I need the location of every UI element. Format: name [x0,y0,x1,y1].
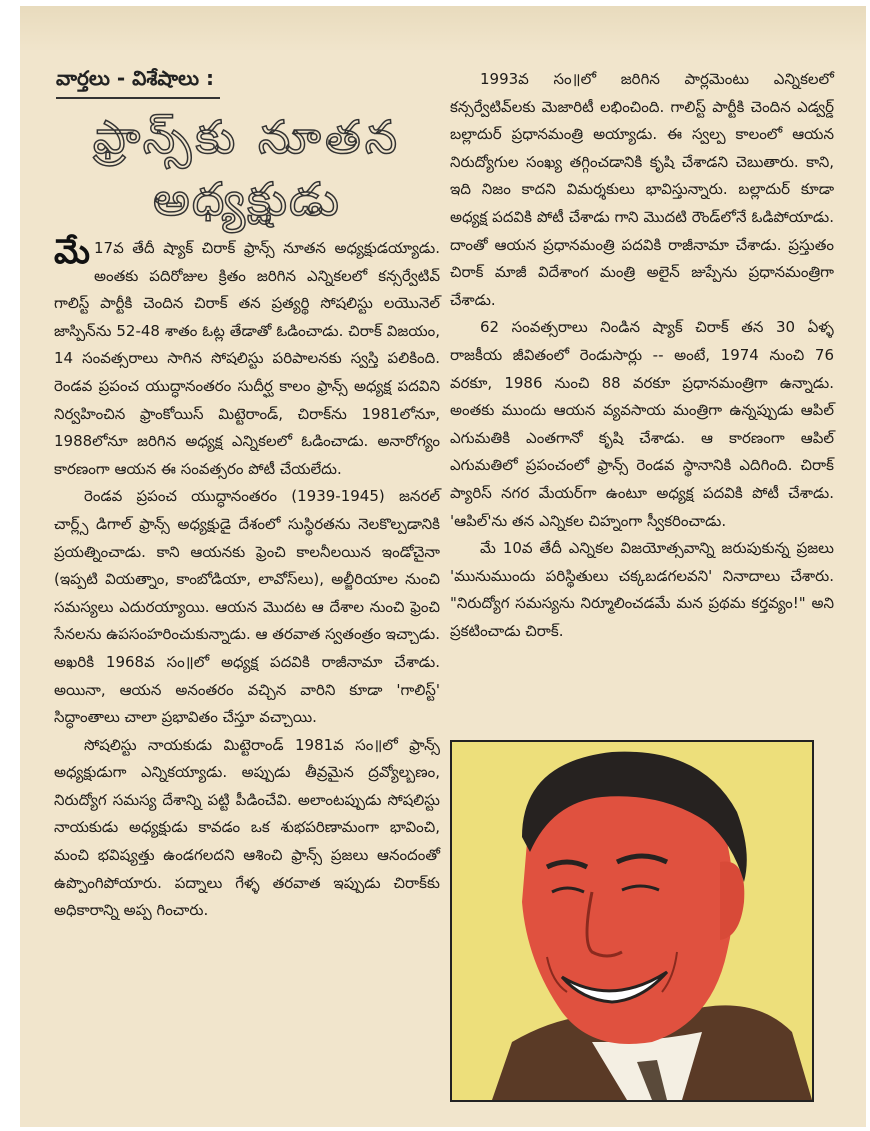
paragraph-1 [54,232,440,483]
paragraph-5: 62 సంవత్సరాలు నిండిన ష్యాక్ చిరాక్ తన 30 ఏళ్ళ రాజకీయ జీవితంలో రెండుసార్లు -- అంటే, 1974 నుంచి 76 వరకూ, 1986 నుంచి 88 వరకూ ప్రధానమంత్రిగా ఉన్నాడు. అంతకు ముందు ఆయన వ్యవసాయ మంత్రిగా ఉన్నప్పుడు ఆపిల్ ఎగుమతికి ఎంతగానో కృషి చేశాడు. ఆ కారణంగా ఆపిల్ ఎగుమతిలో ప్రపంచంలో ఫ్రాన్స్ రెండవ స్థానానికి ఎదిగింది. చిరాక్ ప్యారిస్ నగర మేయర్‌గా ఉంటూ అధ్యక్ష పదవికి పోటీ చేశాడు. 'ఆపిల్'ను తన ఎన్నికల చిహ్నంగా స్వీకరించాడు. [450,318,834,530]
paragraph-6: మే 10వ తేదీ ఎన్నికల విజయోత్సవాన్ని జరుపుకున్న ప్రజలు 'మునుముందు పరిస్థితులు చక్కబడగలవని' నినాదాలు చేశారు. "నిరుద్యోగ సమస్యను నిర్మూలించడమే మన ప్రథమ కర్తవ్యం!" అని ప్రకటించాడు చిరాక్. [450,539,834,640]
paragraph-2: రెండవ ప్రపంచ యుద్ధానంతరం (1939-1945) జనరల్ చార్ల్స్ డిగాల్ ఫ్రాన్స్ అధ్యక్షుడై దేశంలో సుస్థిరతను నెలకొల్పడానికి ప్రయత్నించాడు. కాని ఆయనకు ఫ్రెంచి కాలనీలయిన ఇండోచైనా (ఇప్పటి వియత్నాం, కాంబోడియా, లావోస్‌లు), అల్జీరియాల నుంచి సమస్యలు ఎదురయ్యాయి. ఆయన మొదట ఆ దేశాల నుంచి ఫ్రెంచి సేనలను ఉపసంహరించుకున్నాడు. ఆ తరవాత స్వతంత్రం ఇచ్చాడు. అఖరికి 1968వ సం॥లో అధ్యక్ష పదవికి రాజీనామా చేశాడు. అయినా, ఆయన అనంతరం వచ్చిన వారిని కూడా 'గాలిస్ట్' సిద్ధాంతాలు చాలా ప్రభావితం చేస్తూ వచ్చాయి. [54,487,440,727]
headline-line-2: అధ్యక్షుడు [153,172,341,226]
paragraph-3: సోషలిస్టు నాయకుడు మిట్టెరాండ్ 1981వ సం॥లో ఫ్రాన్స్ అధ్యక్షుడుగా ఎన్నికయ్యాడు. అప్పుడు తీవ్రమైన ద్రవ్యోల్బణం, నిరుద్యోగ సమస్య దేశాన్ని పట్టి పీడించేవి. అలాంటప్పుడు సోషలిస్టు నాయకుడు అధ్యక్షుడు కావడం ఒక శుభపరిణామంగా భావించి, మంచి భవిష్యత్తు ఉండగలదని ఆశించి ఫ్రాన్స్ ప్రజలు ఆనందంతో ఉప్పొంగిపోయారు. పద్నాలు గేళ్ళ తరవాత ఇప్పుడు చిరాక్‌కు అధికారాన్ని అప్ప గించారు. [54,735,440,920]
right-column [450,66,834,645]
portrait-illustration [450,740,814,1102]
paragraph-4: 1993వ సం॥లో జరిగిన పార్లమెంటు ఎన్నికలలో కన్సర్వేటివ్‌లకు మెజారిటీ లభించింది. గాలిస్ట్ పార్టీకి చెందిన ఎడ్వర్డ్ బల్లాదుర్ ప్రధానమంత్రి అయ్యాడు. ఈ స్వల్ప కాలంలో ఆయన నిరుద్యోగుల సంఖ్య తగ్గించడానికి కృషి చేశాడని చెబుతారు. కాని, ఇది నిజం కాదని విమర్శకులు భావిస్తున్నారు. బల్లాదుర్ కూడా అధ్యక్ష పదవికి పోటీ చేశాడు గాని మొదటి రౌండ్‌లోనే ఓడిపోయాడు. దాంతో ఆయన ప్రధానమంత్రి పదవికి రాజీనామా చేశాడు. ప్రస్తుతం చిరాక్ మాజీ విదేశాంగ మంత్రి అలైన్ జుప్పేను ప్రధానమంత్రిగా చేశాడు. [450,70,834,309]
portrait-svg [452,742,812,1100]
paragraph-1-text: 17వ తేదీ ష్యాక్ చిరాక్ ఫ్రాన్స్ నూతన అధ్యక్షుడయ్యాడు. అంతకు పదిరోజుల క్రితం జరిగిన ఎన్నికలలో కన్సర్వేటివ్ గాలిస్ట్ పార్టీకి చెందిన చిరాక్ తన ప్రత్యర్థి సోషలిస్టు లయొనెల్ జాస్పిన్‌ను 52-48 శాతం ఓట్ల తేడాతో ఓడించాడు. చిరాక్ విజయం, 14 సంవత్సరాలు సాగిన సోషలిస్టు పరిపాలనకు స్వస్తి పలికింది. రెండవ ప్రపంచ యుద్ధానంతరం సుదీర్ఘ కాలం ఫ్రాన్స్ అధ్యక్ష పదవిని నిర్వహించిన ఫ్రాంకోయిస్ మిట్టెరాండ్, చిరాక్‌ను 1981లోనూ, 1988లోనూ జరిగిన అధ్యక్ష ఎన్నికలలో ఓడించాడు. అనారోగ్యం కారణంగా ఆయన ఈ సంవత్సరం పోటీ చేయలేదు. [54,239,440,478]
dropcap: మే [54,232,90,272]
headline [54,105,440,229]
section-label: వార్తలు - విశేషాలు : [56,66,220,99]
headline-line-1: ఫ్రాన్స్‌కు నూతన [92,110,402,164]
left-column [54,66,440,925]
